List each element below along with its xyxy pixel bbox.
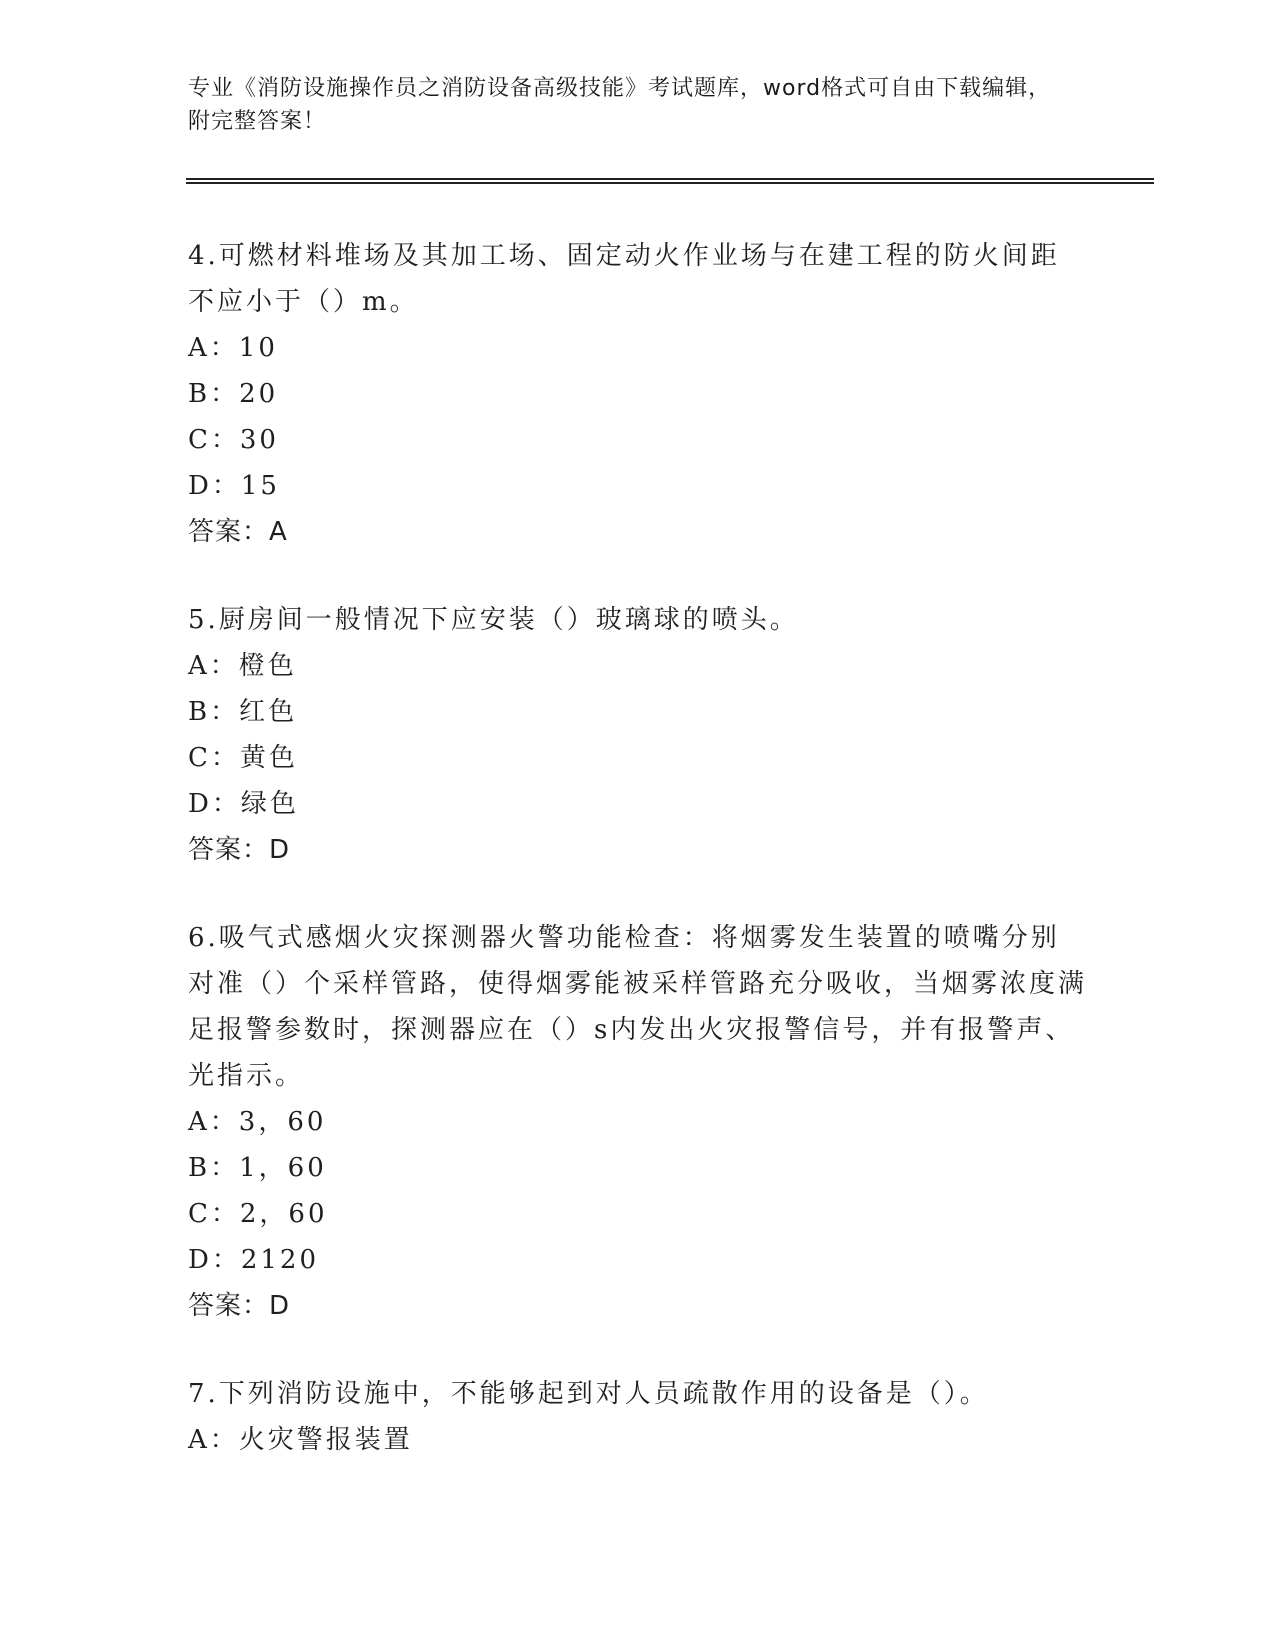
question-list bbox=[188, 233, 1088, 1463]
question-7 bbox=[188, 1371, 1088, 1463]
question-stem: 7.下列消防设施中，不能够起到对人员疏散作用的设备是（）。 bbox=[188, 1379, 989, 1409]
answer-line: 答案：D bbox=[188, 835, 291, 865]
answer-line: 答案：D bbox=[188, 1291, 291, 1321]
question-stem: 4.可燃材料堆场及其加工场、固定动火作业场与在建工程的防火间距不应小于（）m。 bbox=[188, 241, 1060, 317]
document-header: 专业《消防设施操作员之消防设备高级技能》考试题库，word格式可自由下载编辑，附完整答案！ bbox=[188, 76, 1052, 134]
option-c: C：黄色 bbox=[188, 743, 298, 773]
option-c: C：2，60 bbox=[188, 1199, 328, 1229]
option-a: A：3，60 bbox=[188, 1107, 327, 1137]
option-a: A：橙色 bbox=[188, 651, 297, 681]
option-b: B：20 bbox=[188, 379, 279, 409]
option-a: A：10 bbox=[188, 333, 278, 363]
option-d: D：15 bbox=[188, 471, 280, 501]
option-c: C：30 bbox=[188, 425, 279, 455]
answer-line: 答案：A bbox=[188, 517, 288, 547]
question-stem: 6.吸气式感烟火灾探测器火警功能检查：将烟雾发生装置的喷嘴分别对准（）个采样管路，使得烟雾能被采样管路充分吸收，当烟雾浓度满足报警参数时，探测器应在（）s内发出火灾报警信号，并有报警声、光指示。 bbox=[188, 923, 1088, 1091]
option-b: B：红色 bbox=[188, 697, 298, 727]
question-stem: 5.厨房间一般情况下应安装（）玻璃球的喷头。 bbox=[188, 605, 799, 635]
option-d: D：绿色 bbox=[188, 789, 299, 819]
option-b: B：1，60 bbox=[188, 1153, 327, 1183]
option-a: A：火灾警报装置 bbox=[188, 1425, 413, 1455]
question-4 bbox=[188, 233, 1088, 555]
option-d: D：2120 bbox=[188, 1245, 320, 1275]
question-6 bbox=[188, 915, 1088, 1329]
question-5 bbox=[188, 597, 1088, 873]
header-divider bbox=[186, 178, 1154, 184]
